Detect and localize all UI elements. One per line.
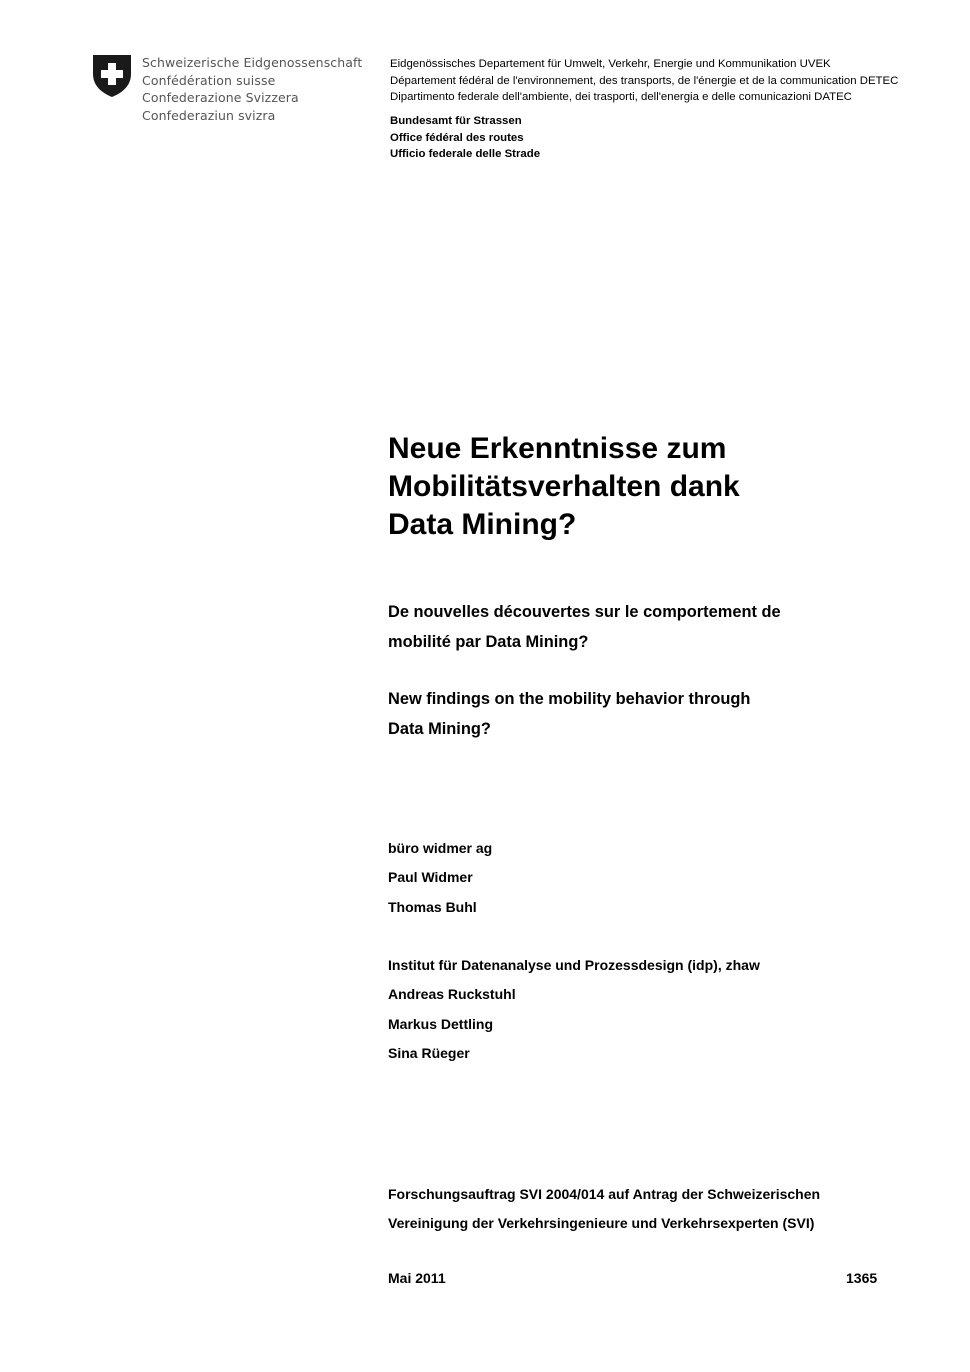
author-organization: Institut für Datenanalyse und Prozessdesign (idp), zhaw <box>388 957 760 973</box>
department-line-fr: Département fédéral de l'environnement, des transports, de l'énergie et de la communication DETEC <box>390 74 899 87</box>
subtitle-line: mobilité par Data Mining? <box>388 633 589 651</box>
office-line-de: Bundesamt für Strassen <box>390 115 522 127</box>
wordmark-line-it: Confederazione Svizzera <box>142 90 299 106</box>
author-name: Thomas Buhl <box>388 898 477 915</box>
report-number: 1365 <box>846 1270 878 1286</box>
research-line: Forschungsauftrag SVI 2004/014 auf Antrag der Schweizerischen <box>388 1186 821 1202</box>
author-organization: büro widmer ag <box>388 840 493 856</box>
subtitle-french <box>388 597 781 657</box>
department-block <box>390 56 898 106</box>
author-name: Sina Rüeger <box>388 1044 470 1061</box>
wordmark-line-fr: Confédération suisse <box>142 72 276 88</box>
wordmark-line-de: Schweizerische Eidgenossenschaft <box>142 55 363 70</box>
subtitle-line: Data Mining? <box>388 720 491 738</box>
research-line: Vereinigung der Verkehrsingenieure und Verkehrsexperten (SVI) <box>388 1215 815 1232</box>
report-title <box>388 430 740 544</box>
office-line-it: Ufficio federale delle Strade <box>390 148 541 161</box>
subtitle-english <box>388 684 750 744</box>
title-line: Mobilitätsverhalten dank <box>388 470 740 503</box>
swiss-federal-shield-logo <box>92 54 132 98</box>
author-name: Paul Widmer <box>388 869 473 886</box>
department-line-de: Eidgenössisches Departement für Umwelt, Verkehr, Energie und Kommunikation UVEK <box>390 58 831 70</box>
author-name: Markus Dettling <box>388 1015 494 1032</box>
wordmark-line-rm: Confederaziun svizra <box>142 108 276 124</box>
author-name: Andreas Ruckstuhl <box>388 986 516 1003</box>
subtitle-line: De nouvelles découvertes sur le comportement de <box>388 603 781 621</box>
office-line-fr: Office fédéral des routes <box>390 131 524 144</box>
publication-date: Mai 2011 <box>388 1270 446 1286</box>
authors-group-buero-widmer <box>388 834 492 922</box>
confederation-wordmark <box>142 54 362 125</box>
authors-group-idp-zhaw <box>388 951 760 1068</box>
office-block <box>390 113 540 163</box>
department-line-it: Dipartimento federale dell'ambiente, dei trasporti, dell'energia e delle comunicazioni DATEC <box>390 91 852 104</box>
research-assignment <box>388 1180 820 1239</box>
subtitle-line: New findings on the mobility behavior through <box>388 690 751 708</box>
title-line: Data Mining? <box>388 508 577 541</box>
title-line: Neue Erkenntnisse zum <box>388 432 727 465</box>
